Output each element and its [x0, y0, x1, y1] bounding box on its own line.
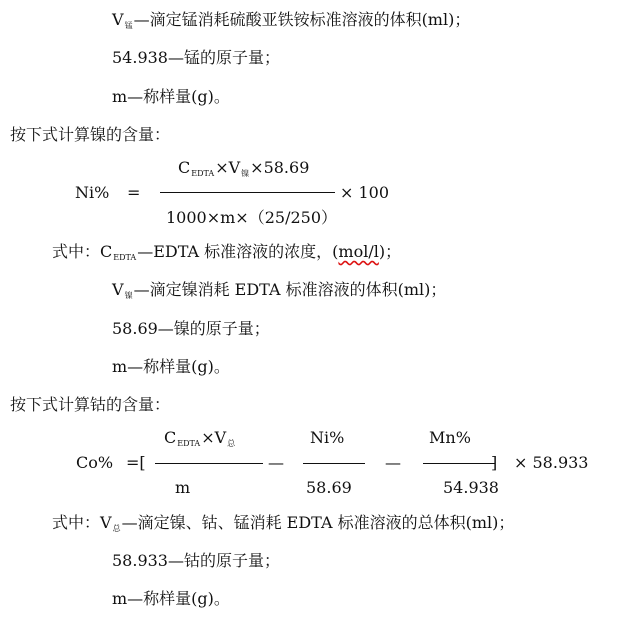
ni-formula-numerator	[178, 158, 309, 181]
co-term1-bar	[155, 463, 263, 464]
co-term3-denominator: 54.938	[443, 478, 499, 497]
ni-formula-equals: =	[127, 183, 141, 202]
line-end: )；	[378, 242, 402, 261]
subscript-ni: 镍	[241, 169, 250, 178]
symbol-c: C	[100, 242, 113, 261]
total-volume-text: —滴定镍、钴、锰消耗 EDTA 标准溶液的总体积(ml)；	[121, 513, 515, 532]
co-sample-mass-definition: m—称样量(g)。	[112, 589, 230, 608]
subscript-edta: EDTA	[177, 439, 201, 448]
co-term1-denominator: m	[175, 478, 191, 497]
co-minus-1: —	[268, 453, 284, 472]
co-minus-2: —	[385, 453, 401, 472]
symbol-c: C	[178, 158, 191, 177]
co-term2-numerator: Ni%	[310, 428, 345, 447]
concentration-unit: mol/l	[338, 242, 379, 261]
symbol-v: V	[112, 280, 124, 299]
subscript-edta: EDTA	[191, 169, 215, 178]
ni-volume-text: —滴定镍消耗 EDTA 标准溶液的体积(ml)；	[133, 280, 447, 299]
subscript-total: 总	[112, 524, 121, 533]
co-where-line-1	[52, 513, 514, 536]
co-term2-bar	[303, 463, 365, 464]
subscript-mn: 锰	[124, 21, 133, 30]
co-atomic-mass-definition: 58.933—钴的原子量；	[112, 551, 280, 570]
ni-sample-mass-definition: m—称样量(g)。	[112, 357, 230, 376]
symbol-c: C	[164, 428, 177, 447]
ni-fraction-bar	[160, 192, 335, 193]
mn-atomic-mass-definition: 54.938—锰的原子量；	[112, 48, 280, 67]
symbol-v: V	[112, 10, 124, 29]
co-term3-bar	[423, 463, 495, 464]
mn-volume-text: —滴定锰消耗硫酸亚铁铵标准溶液的体积(ml)；	[133, 10, 471, 29]
ni-formula-denominator: 1000×m×（25/250）	[166, 208, 337, 227]
sample-mass-definition: m—称样量(g)。	[112, 87, 230, 106]
co-formula-close: ]	[491, 453, 498, 472]
ni-formula-times-100: × 100	[340, 183, 390, 202]
symbol-v: V	[100, 513, 112, 532]
co-term2-denominator: 58.69	[306, 478, 352, 497]
times-v: ×V	[215, 158, 241, 177]
subscript-total: 总	[227, 439, 236, 448]
co-term1-numerator	[164, 428, 236, 451]
mn-volume-definition	[112, 10, 470, 33]
times-v: ×V	[201, 428, 227, 447]
edta-concentration-text: —EDTA 标准溶液的浓度，(	[137, 242, 339, 261]
co-formula-times-mass: × 58.933	[514, 453, 589, 472]
where-label: 式中：	[52, 513, 101, 532]
ni-where-line-1	[52, 242, 401, 265]
co-heading: 按下式计算钴的含量：	[10, 395, 171, 414]
co-formula-lhs: Co%	[76, 453, 114, 472]
ni-volume-definition	[112, 280, 446, 303]
ni-formula-lhs: Ni%	[75, 183, 110, 202]
where-label: 式中：	[52, 242, 101, 261]
subscript-edta: EDTA	[113, 253, 137, 262]
times-ni-mass: ×58.69	[250, 158, 310, 177]
ni-atomic-mass-definition: 58.69—镍的原子量；	[112, 319, 270, 338]
subscript-ni: 镍	[124, 291, 133, 300]
ni-heading: 按下式计算镍的含量：	[10, 125, 171, 144]
co-term3-numerator: Mn%	[429, 428, 471, 447]
co-formula-open: =[	[126, 453, 146, 472]
